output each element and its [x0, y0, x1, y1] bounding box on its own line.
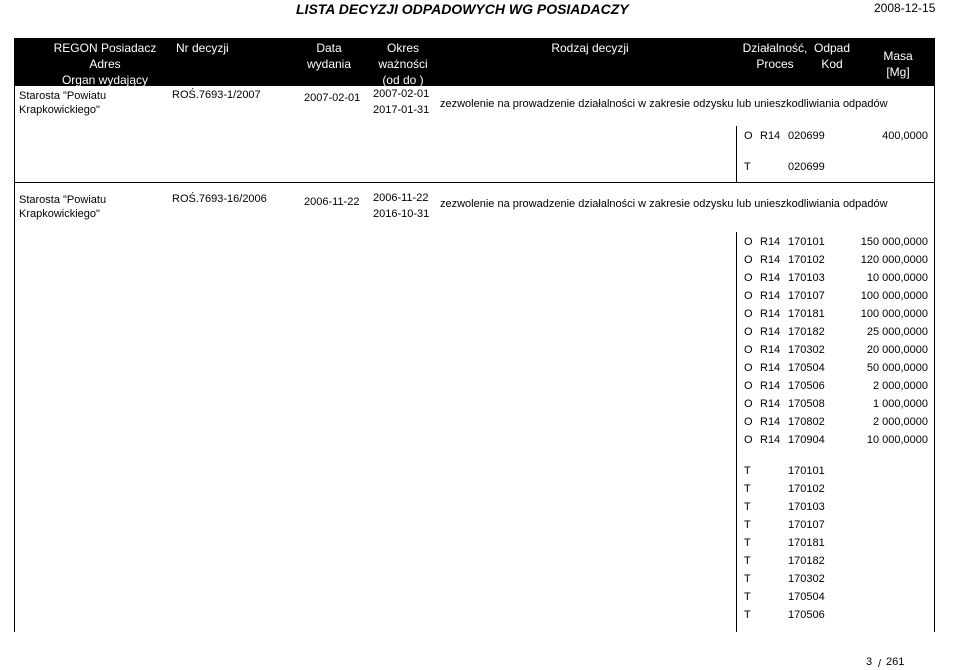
frame-left	[14, 86, 15, 632]
t-row-9-d: T	[744, 609, 751, 621]
o-row-2-p: R14	[760, 254, 781, 266]
o-row-12-m: 10 000,0000	[866, 434, 928, 446]
o-row-8-p: R14	[760, 362, 781, 374]
header-col-dzialalnosc: Działalność, Proces	[742, 41, 808, 71]
o-row-4-p: R14	[760, 290, 781, 302]
o-row-4-k: 170107	[788, 290, 825, 302]
t-row-8-k: 170504	[788, 591, 825, 603]
header-col-nr: Nr decyzji	[176, 41, 229, 55]
o-row-12-d: O	[744, 434, 753, 446]
o-row-7-k: 170302	[788, 344, 825, 356]
decision-1-entry-1-masa: 400,0000	[882, 130, 928, 142]
o-row-9-p: R14	[760, 380, 781, 392]
o-row-3-k: 170103	[788, 272, 825, 284]
o-row-6-k: 170182	[788, 326, 825, 338]
o-row-5-k: 170181	[788, 308, 825, 320]
frame-divider	[736, 126, 737, 182]
t-row-3-d: T	[744, 501, 751, 513]
o-row-1-m: 150 000,0000	[860, 236, 928, 248]
report-title: LISTA DECYZJI ODPADOWYCH WG POSIADACZY	[296, 1, 629, 17]
o-row-11-p: R14	[760, 416, 781, 428]
o-row-5-m: 100 000,0000	[860, 308, 928, 320]
o-row-7-m: 20 000,0000	[866, 344, 928, 356]
t-row-9-k: 170506	[788, 609, 825, 621]
o-row-7-p: R14	[760, 344, 781, 356]
o-row-2-d: O	[744, 254, 753, 266]
decision-1-entry-2-dzialalnosc: T	[744, 161, 751, 173]
decision-1-entry-1-proces: R14	[760, 130, 781, 142]
t-row-5-k: 170181	[788, 537, 825, 549]
o-row-1-k: 170101	[788, 236, 825, 248]
o-row-10-d: O	[744, 398, 753, 410]
decision-1-entry-1-dzialalnosc: O	[744, 130, 753, 142]
page-total: 261	[886, 656, 905, 668]
decision-2-nr: ROŚ.7693-16/2006	[172, 193, 267, 205]
decision-1-okres-do: 2017-01-31	[373, 104, 430, 116]
header-col-rodzaj: Rodzaj decyzji	[551, 41, 629, 55]
t-row-7-d: T	[744, 573, 751, 585]
decision-2-data: 2006-11-22	[304, 196, 360, 208]
o-row-9-d: O	[744, 380, 753, 392]
o-row-11-d: O	[744, 416, 753, 428]
o-row-8-k: 170504	[788, 362, 825, 374]
o-row-5-p: R14	[760, 308, 781, 320]
decision-1-rodzaj: zezwolenie na prowadzenie działalności w zakresie odzysku lub unieszkodliwiania odpadów	[440, 98, 888, 110]
o-row-11-m: 2 000,0000	[872, 416, 928, 428]
decision-1-data: 2007-02-01	[304, 92, 361, 104]
decision-2-okres-do: 2016-10-31	[373, 208, 430, 220]
o-row-9-k: 170506	[788, 380, 825, 392]
header-col-data: Data wydania	[306, 41, 352, 71]
o-row-4-m: 100 000,0000	[860, 290, 928, 302]
o-row-4-d: O	[744, 290, 753, 302]
o-row-2-k: 170102	[788, 254, 825, 266]
decision-1-okres-od: 2007-02-01	[373, 88, 430, 100]
header-col-regon: REGON Posiadacz Adres Organ wydający	[53, 41, 157, 87]
o-row-7-d: O	[744, 344, 753, 356]
header-col-okres: Okres ważności (od do )	[378, 41, 428, 87]
o-row-1-p: R14	[760, 236, 781, 248]
o-row-10-p: R14	[760, 398, 781, 410]
o-row-3-d: O	[744, 272, 753, 284]
header-col-odpad: Odpad Kod	[813, 41, 851, 71]
o-row-10-k: 170508	[788, 398, 825, 410]
o-row-10-m: 1 000,0000	[872, 398, 928, 410]
decision-1-organ: Starosta "Powiatu Krapkowickiego"	[19, 90, 107, 116]
o-row-6-p: R14	[760, 326, 781, 338]
t-row-2-d: T	[744, 483, 751, 495]
t-row-4-k: 170107	[788, 519, 825, 531]
t-row-6-d: T	[744, 555, 751, 567]
decision-1-entry-2-kod: 020699	[788, 161, 825, 173]
t-row-4-d: T	[744, 519, 751, 531]
o-row-5-d: O	[744, 308, 753, 320]
page-separator: /	[878, 658, 882, 670]
o-row-1-d: O	[744, 236, 753, 248]
header-col-masa: Masa [Mg]	[883, 49, 913, 79]
t-row-1-k: 170101	[788, 465, 825, 477]
page-number: 3	[866, 656, 873, 668]
decision-separator	[14, 182, 935, 183]
o-row-3-p: R14	[760, 272, 781, 284]
decision-2-organ: Starosta "Powiatu Krapkowickiego"	[19, 194, 107, 220]
t-row-5-d: T	[744, 537, 751, 549]
t-row-6-k: 170182	[788, 555, 825, 567]
o-row-6-d: O	[744, 326, 753, 338]
decision-2-rodzaj: zezwolenie na prowadzenie działalności w zakresie odzysku lub unieszkodliwiania odpadów	[440, 198, 888, 210]
frame-divider-2	[736, 232, 737, 632]
decision-1-nr: ROŚ.7693-1/2007	[172, 89, 261, 101]
t-row-7-k: 170302	[788, 573, 825, 585]
o-row-12-p: R14	[760, 434, 781, 446]
o-row-6-m: 25 000,0000	[866, 326, 928, 338]
decision-1-entry-1-kod: 020699	[788, 130, 825, 142]
o-row-2-m: 120 000,0000	[860, 254, 928, 266]
decision-2-okres-od: 2006-11-22	[373, 192, 429, 204]
o-row-9-m: 2 000,0000	[872, 380, 928, 392]
t-row-2-k: 170102	[788, 483, 825, 495]
o-row-8-m: 50 000,0000	[866, 362, 928, 374]
t-row-3-k: 170103	[788, 501, 825, 513]
o-row-3-m: 10 000,0000	[866, 272, 928, 284]
frame-right	[934, 86, 935, 632]
t-row-8-d: T	[744, 591, 751, 603]
t-row-1-d: T	[744, 465, 751, 477]
report-date: 2008-12-15	[874, 1, 936, 15]
o-row-12-k: 170904	[788, 434, 825, 446]
o-row-11-k: 170802	[788, 416, 825, 428]
o-row-8-d: O	[744, 362, 753, 374]
